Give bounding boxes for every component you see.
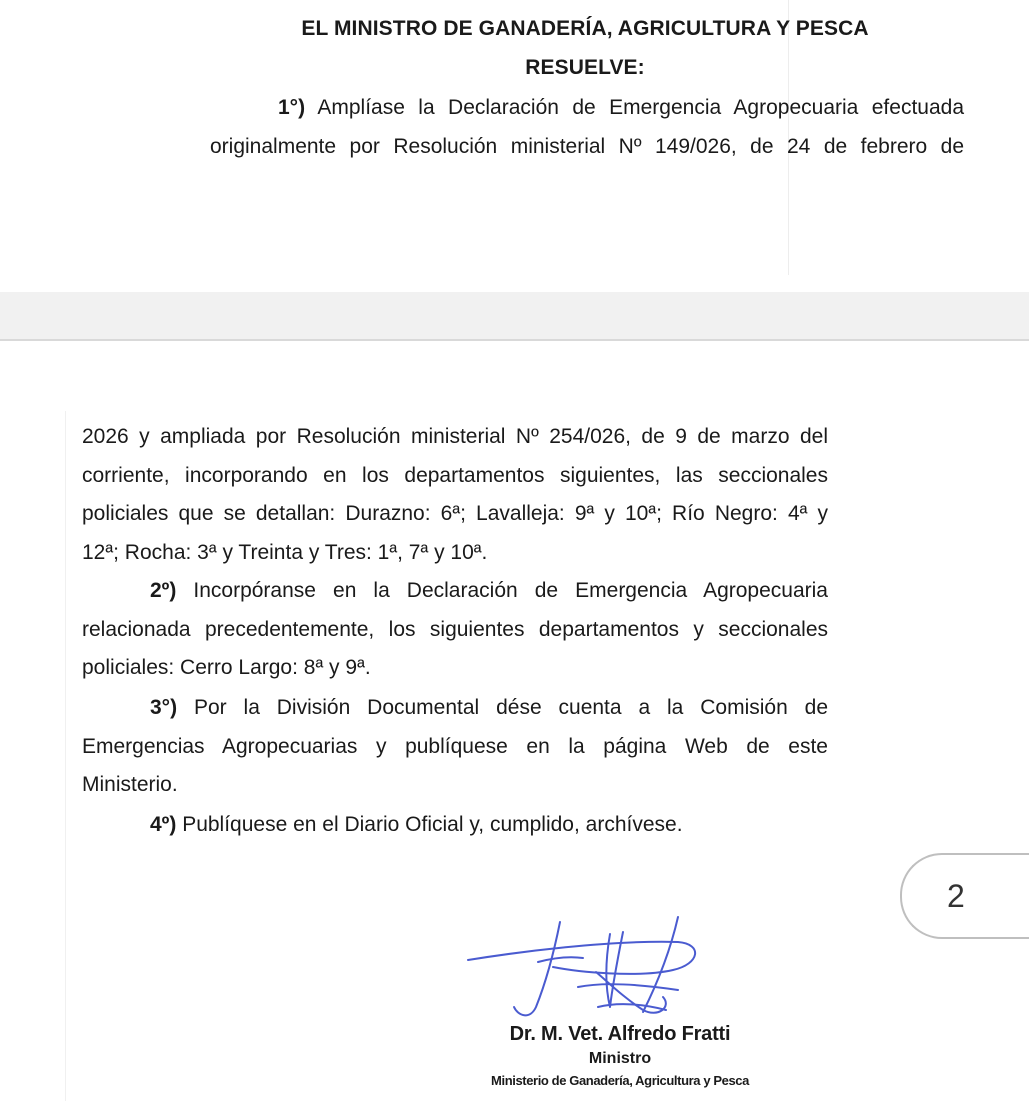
text-line: 4º) Publíquese en el Diario Oficial y, cumplido, archívese.: [150, 813, 683, 836]
text-line: 2º) Incorpóranse en la Declaración de Emergencia Agropecuaria: [150, 579, 828, 602]
page-separator: [0, 292, 1029, 341]
paragraph-2: [82, 572, 828, 688]
text-line: policiales que se detallan: Durazno: 6ª; Lavalleja: 9ª y 10ª; Río Negro: 4ª y: [82, 502, 828, 525]
paragraph-1-start: [210, 89, 964, 166]
paragraph-1-line-2: originalmente por Resolución ministerial Nº 149/026, de 24 de febrero de: [210, 134, 964, 158]
text-line: relacionada precedentemente, los siguientes departamentos y seccionales: [82, 617, 828, 641]
paragraph-4: [82, 806, 828, 845]
page-edge-shadow: [65, 411, 66, 1101]
paragraph-2-number: 2º): [150, 579, 177, 602]
document-heading: EL MINISTRO DE GANADERÍA, AGRICULTURA Y PESCA: [301, 17, 869, 40]
paragraph-3: [82, 689, 828, 805]
page-number: 2: [947, 877, 965, 914]
text-line: 12ª; Rocha: 3ª y Treinta y Tres: 1ª, 7ª y 10ª.: [82, 540, 488, 564]
text-line: Emergencias Agropecuarias y publíquese en la página Web de este: [82, 734, 828, 758]
signatory-role: Ministro: [588, 1050, 652, 1067]
paragraph-1-line-1: 1°) Amplíase la Declaración de Emergencia Agropecuaria efectuada: [278, 96, 964, 119]
page-1-fragment: [0, 0, 1029, 292]
paragraph-1-continuation: [82, 418, 828, 572]
page-number-badge[interactable]: [900, 853, 1029, 939]
text-line: 3°) Por la División Documental dése cuenta a la Comisión de: [150, 696, 828, 719]
paragraph-4-number: 4º): [150, 813, 177, 836]
text-line: corriente, incorporando en los departamentos siguientes, las seccionales: [82, 463, 828, 487]
text-line: Ministerio.: [82, 773, 178, 796]
text-line: policiales: Cerro Largo: 8ª y 9ª.: [82, 656, 371, 679]
paragraph-3-number: 3°): [150, 696, 178, 719]
signature-icon: [458, 912, 708, 1032]
text-line: 2026 y ampliada por Resolución ministerial Nº 254/026, de 9 de marzo del: [82, 425, 828, 448]
signatory-name: Dr. M. Vet. Alfredo Fratti: [509, 1023, 731, 1045]
paragraph-1-number: 1°): [278, 96, 306, 119]
signatory-organization: Ministerio de Ganadería, Agricultura y Pesca: [491, 1073, 749, 1088]
resolve-heading: RESUELVE:: [525, 56, 645, 79]
